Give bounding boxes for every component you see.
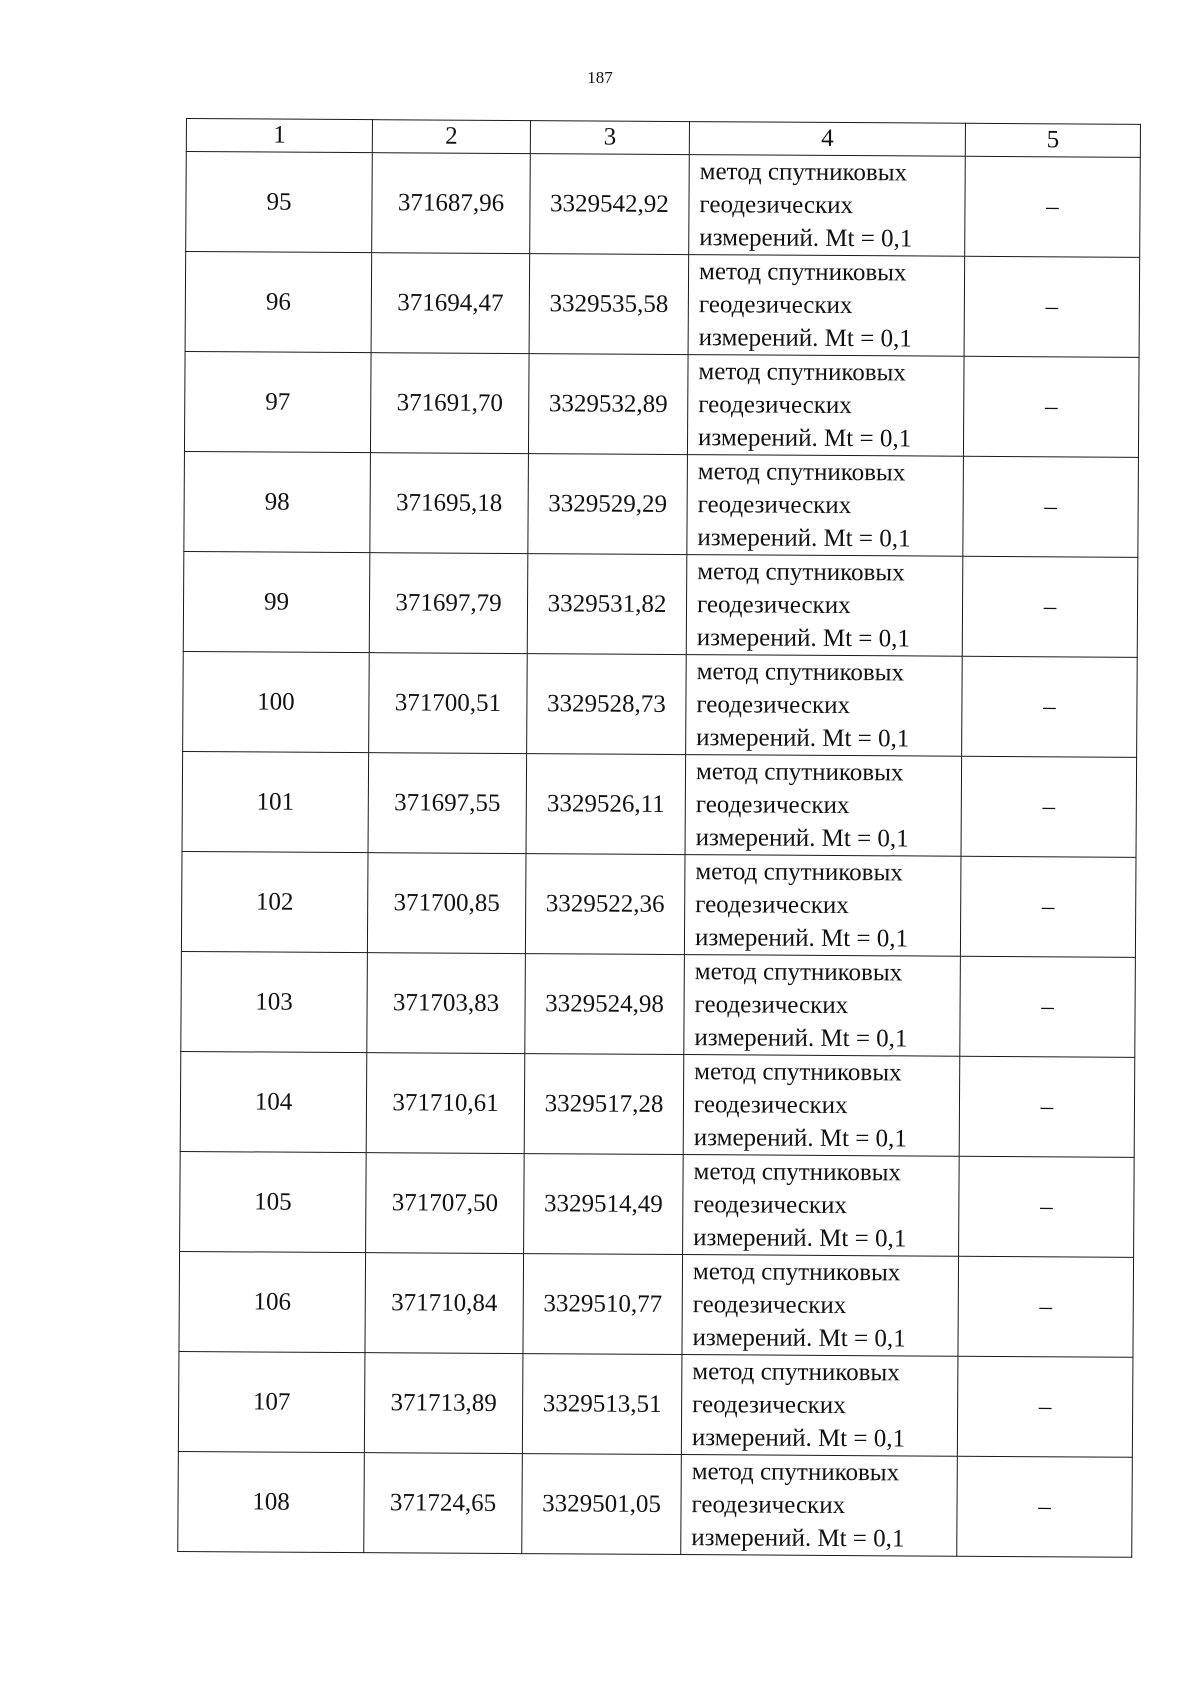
page-number: 187 [587, 68, 613, 87]
note-cell: – [958, 1256, 1134, 1357]
y-coordinate-cell: 3329526,11 [526, 754, 686, 855]
method-cell [685, 755, 962, 857]
table-row [178, 1451, 1133, 1557]
note-cell: – [960, 956, 1136, 1057]
method-cell [681, 1355, 958, 1457]
point-number-cell: 102 [181, 851, 368, 952]
table-row [180, 1051, 1135, 1157]
method-line: геодезических [692, 1391, 846, 1420]
table-row [183, 551, 1138, 657]
method-line: геодезических [697, 491, 852, 520]
method-line: метод спутниковых [695, 858, 903, 887]
method-cell [683, 1055, 960, 1157]
y-coordinate-cell: 3329531,82 [527, 554, 687, 655]
method-line: измерений. Mt = 0,1 [694, 924, 909, 953]
method-cell [689, 155, 966, 257]
y-coordinate-cell: 3329510,77 [523, 1254, 683, 1355]
point-number-cell: 108 [178, 1451, 365, 1552]
method-line: метод спутниковых [692, 1358, 900, 1387]
x-coordinate-cell: 371695,18 [370, 453, 529, 554]
method-line: метод спутниковых [693, 1158, 902, 1187]
method-line: измерений. Mt = 0,1 [697, 424, 912, 453]
note-cell: – [960, 856, 1136, 957]
y-coordinate-cell: 3329513,51 [522, 1354, 682, 1455]
x-coordinate-cell: 371724,65 [364, 1453, 523, 1554]
y-coordinate-cell: 3329514,49 [524, 1154, 684, 1255]
method-line: измерений. Mt = 0,1 [691, 1424, 906, 1453]
method-line: измерений. Mt = 0,1 [698, 324, 912, 353]
y-coordinate-cell: 3329535,58 [529, 254, 689, 355]
x-coordinate-cell: 371700,85 [367, 853, 526, 954]
method-line: метод спутниковых [697, 458, 906, 487]
x-coordinate-cell: 371687,96 [372, 153, 531, 254]
y-coordinate-cell: 3329522,36 [525, 854, 685, 955]
method-line: метод спутниковых [692, 1258, 901, 1287]
method-cell [687, 355, 964, 457]
column-header-3: 3 [530, 121, 689, 155]
note-cell: – [957, 1356, 1133, 1457]
y-coordinate-cell: 3329501,05 [522, 1454, 682, 1555]
note-cell: – [962, 556, 1138, 657]
y-coordinate-cell: 3329517,28 [524, 1054, 684, 1155]
x-coordinate-cell: 371697,79 [369, 553, 528, 654]
method-line: метод спутниковых [694, 1058, 902, 1087]
column-header-5: 5 [965, 123, 1140, 157]
x-coordinate-cell: 371710,84 [365, 1253, 524, 1354]
method-cell [684, 855, 961, 957]
note-cell: – [959, 1156, 1135, 1257]
note-cell: – [963, 356, 1139, 457]
x-coordinate-cell: 371713,89 [364, 1353, 523, 1454]
method-line: измерений. Mt = 0,1 [695, 824, 909, 853]
method-line: метод спутниковых [694, 958, 903, 987]
method-line: измерений. Mt = 0,1 [691, 1524, 905, 1553]
point-number-cell: 99 [183, 551, 370, 652]
method-line: измерений. Mt = 0,1 [699, 224, 913, 253]
method-cell [686, 655, 963, 757]
method-cell [688, 255, 965, 357]
method-line: геодезических [693, 1091, 848, 1120]
note-cell: – [965, 156, 1141, 257]
table-row [185, 252, 1140, 358]
note-cell: – [957, 1456, 1133, 1557]
method-line: метод спутниковых [698, 258, 907, 287]
x-coordinate-cell: 371703,83 [367, 953, 526, 1054]
method-line: геодезических [694, 991, 849, 1020]
method-cell [684, 955, 961, 1057]
method-line: измерений. Mt = 0,1 [694, 1024, 908, 1053]
method-line: измерений. Mt = 0,1 [693, 1224, 907, 1253]
method-cell [687, 455, 964, 557]
x-coordinate-cell: 371707,50 [366, 1153, 525, 1254]
y-coordinate-cell: 3329529,29 [528, 454, 688, 555]
table-row [181, 951, 1136, 1057]
x-coordinate-cell: 371694,47 [371, 253, 530, 354]
x-coordinate-cell: 371710,61 [366, 1053, 525, 1154]
column-header-1: 1 [186, 119, 372, 153]
table-row [178, 1351, 1133, 1457]
method-cell [682, 1255, 959, 1357]
method-line: метод спутниковых [698, 358, 906, 387]
note-cell: – [963, 456, 1139, 557]
table-row [180, 1151, 1135, 1257]
point-number-cell: 103 [181, 951, 368, 1052]
table-row [181, 851, 1136, 957]
method-cell [681, 1455, 958, 1557]
point-number-cell: 107 [178, 1351, 365, 1452]
x-coordinate-cell: 371691,70 [370, 353, 529, 454]
note-cell: – [959, 1056, 1135, 1157]
table-row [183, 651, 1138, 757]
x-coordinate-cell: 371700,51 [369, 653, 528, 754]
method-line: геодезических [696, 591, 851, 620]
method-line: геодезических [696, 691, 851, 720]
method-line: геодезических [695, 891, 849, 920]
y-coordinate-cell: 3329532,89 [528, 354, 688, 455]
method-line: геодезических [699, 191, 854, 220]
method-line: метод спутниковых [695, 758, 904, 787]
table-body [178, 152, 1141, 1558]
coordinates-table [177, 118, 1141, 1558]
point-number-cell: 105 [180, 1151, 367, 1252]
method-line: измерений. Mt = 0,1 [697, 524, 911, 553]
method-line: геодезических [693, 1191, 848, 1220]
point-number-cell: 98 [184, 451, 371, 552]
y-coordinate-cell: 3329542,92 [530, 154, 690, 255]
method-line: геодезических [692, 1291, 847, 1320]
method-line: геодезических [698, 291, 853, 320]
table-row [186, 152, 1141, 258]
x-coordinate-cell: 371697,55 [368, 753, 527, 854]
point-number-cell: 101 [182, 751, 369, 852]
method-line: метод спутниковых [696, 658, 905, 687]
table-row [184, 451, 1139, 557]
table-row [179, 1251, 1134, 1357]
y-coordinate-cell: 3329524,98 [525, 954, 685, 1055]
note-cell: – [962, 656, 1138, 757]
point-number-cell: 97 [184, 351, 371, 452]
table-row [184, 351, 1139, 457]
method-line: метод спутниковых [699, 158, 908, 187]
method-line: измерений. Mt = 0,1 [693, 1124, 907, 1153]
y-coordinate-cell: 3329528,73 [527, 654, 687, 755]
method-line: измерений. Mt = 0,1 [696, 624, 910, 653]
note-cell: – [961, 756, 1137, 857]
point-number-cell: 95 [186, 152, 373, 253]
method-line: измерений. Mt = 0,1 [696, 724, 910, 753]
note-cell: – [964, 256, 1140, 357]
method-line: измерений. Mt = 0,1 [692, 1324, 906, 1353]
method-line: метод спутниковых [691, 1458, 900, 1487]
point-number-cell: 104 [180, 1051, 367, 1152]
column-header-2: 2 [372, 120, 530, 154]
method-cell [686, 555, 963, 657]
point-number-cell: 96 [185, 252, 372, 353]
method-line: метод спутниковых [697, 558, 905, 587]
table-row [182, 751, 1137, 857]
method-line: геодезических [691, 1491, 846, 1520]
point-number-cell: 106 [179, 1251, 366, 1352]
column-header-4: 4 [689, 122, 965, 157]
method-line: геодезических [698, 391, 852, 420]
method-line: геодезических [695, 791, 850, 820]
point-number-cell: 100 [183, 651, 370, 752]
method-cell [683, 1155, 960, 1257]
